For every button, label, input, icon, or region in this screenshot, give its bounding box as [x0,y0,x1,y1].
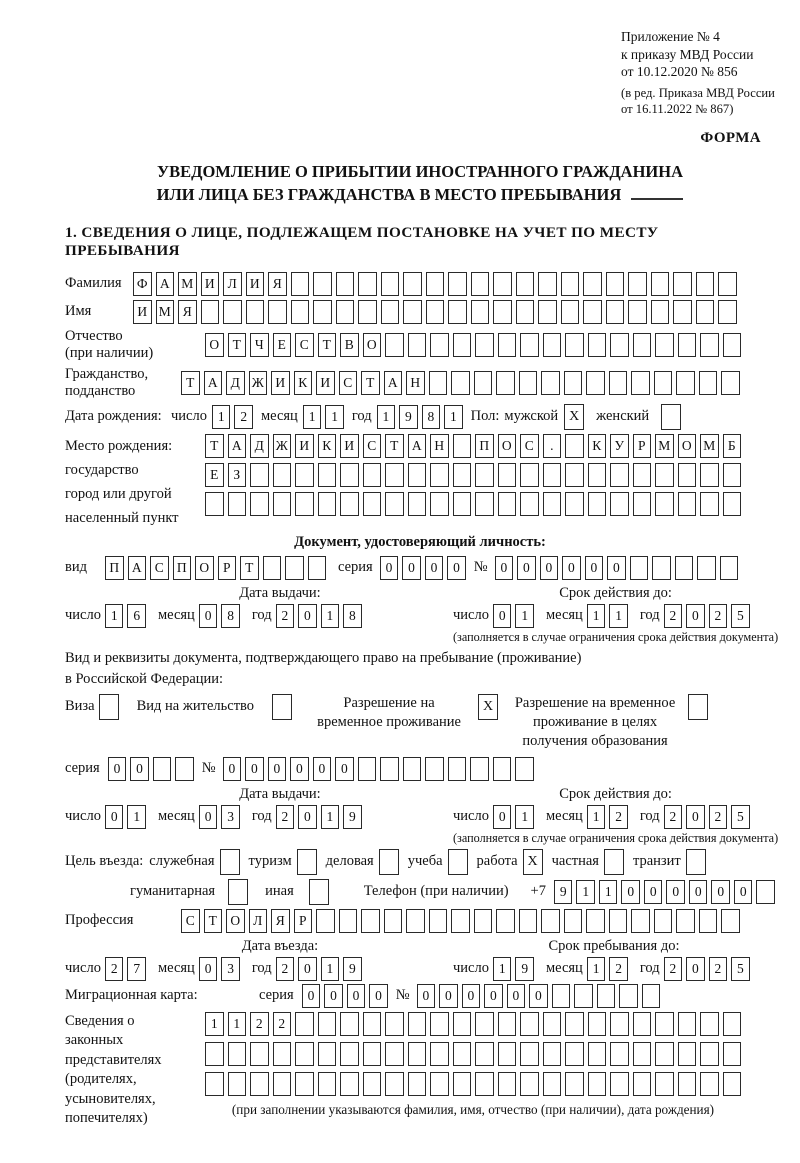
purpose-private-checkbox[interactable] [604,849,624,875]
residence-valid-note: (заполняется в случае ограничения срока действия документа) [453,830,779,845]
temp-residence-education-label: Разрешение на временное проживание в целях получения образования [514,694,676,749]
stay-until-column [415,937,775,981]
given-name-label: Имя [65,303,92,319]
phone-cells[interactable]: 9 1 1 0 0 0 0 0 0 [554,880,775,904]
temp-residence-label: Разрешение на временное проживание [317,694,461,730]
surname-label: Фамилия [65,275,122,291]
header-subline: (в ред. Приказа МВД России [621,85,775,100]
profession-label: Профессия [65,912,134,928]
residence-issue-month-cells[interactable]: 0 3 [199,805,240,829]
month-label: месяц [260,408,298,424]
doc-series-cells[interactable]: 0 0 0 0 [380,556,466,580]
given-name-cells[interactable]: И М Я [133,300,737,324]
residence-issue-year-cells[interactable]: 2 0 1 9 [276,805,362,829]
title-underline [631,186,683,200]
purpose-tourism-option [249,849,317,875]
residence-valid-column [415,785,778,846]
month-label: месяц [545,960,583,976]
identity-issue-month-cells[interactable]: 0 8 [199,604,240,628]
day-label: число [171,408,207,424]
purpose-private-label: частная [551,853,599,869]
header-line: Приложение № 4 [621,29,720,44]
citizenship-cells[interactable]: Т А Д Ж И К И С Т А Н [181,371,740,395]
purpose-private-option [552,849,624,875]
year-label: год [251,607,272,623]
year-label: год [639,607,660,623]
birth-place-block [65,434,775,530]
identity-valid-month-cells[interactable]: 1 1 [587,604,628,628]
purpose-tourism-label: туризм [248,853,292,869]
surname-cells[interactable]: Ф А М И Л И Я [133,272,737,296]
day-label: число [453,808,489,824]
surname-row [65,272,775,296]
year-label: год [351,408,372,424]
temp-residence-option [310,694,498,732]
residence-series-cells[interactable]: 0 0 [108,757,194,781]
identity-issue-day-cells[interactable]: 1 6 [105,604,146,628]
residence-permit-label: Вид на жительство [136,698,255,714]
month-label: месяц [157,808,195,824]
profession-cells[interactable]: С Т О Л Я Р [181,909,740,933]
gender-female-checkbox[interactable] [661,404,681,430]
visit-purpose-label: Цель въезда: [65,853,144,869]
migration-series-cells[interactable]: 0 0 0 0 [302,984,388,1008]
purpose-transit-label: транзит [632,853,681,869]
representatives-label-line: усыновителях, [65,1090,156,1107]
entry-dates [65,937,775,981]
purpose-study-checkbox[interactable] [448,849,468,875]
doc-kind-cells[interactable]: П А С П О Р Т [105,556,326,580]
migration-number-cells[interactable]: 0 0 0 0 0 0 [417,984,661,1008]
residence-doc-intro2: в Российской Федерации: [65,670,224,687]
identity-valid-column [415,584,778,645]
identity-valid-note: (заполняется в случае ограничения срока действия документа) [453,629,779,644]
identity-doc-heading: Документ, удостоверяющий личность: [294,533,546,550]
purpose-work-label: работа [476,853,518,869]
representatives-label-line: законных [65,1032,124,1048]
header-subline: от 16.11.2022 № 867) [621,102,734,116]
patronymic-label-line: Отчество [65,327,123,344]
phone-label: Телефон (при наличии) [363,883,509,899]
doc-kind-label: вид [65,559,87,575]
patronymic-label [65,328,205,362]
visa-label: Виза [65,698,95,714]
purpose-official-option [149,849,239,875]
phone-prefix: +7 [530,883,546,899]
identity-issue-column [65,584,415,645]
identity-doc-row [65,556,775,580]
doc-series-label: серия [338,559,373,575]
entry-year-cells[interactable]: 2 0 1 9 [276,957,362,981]
representatives-label-line: представителях [65,1051,162,1068]
gender-female-label: женский [596,408,650,424]
temp-residence-education-option [512,694,708,751]
birth-year-cells[interactable]: 1 9 8 1 [377,405,463,429]
residence-doc-intro1: Вид и реквизиты документа, подтверждающего право на пребывание (проживание) [65,649,582,666]
residence-series-label: серия [65,760,100,776]
purpose-humanitarian-label: гуманитарная [130,883,216,899]
residence-number-label: № [201,760,216,776]
residence-valid-day-cells[interactable]: 0 1 [493,805,534,829]
purpose-official-label: служебная [149,853,215,869]
temp-residence-checkbox[interactable]: X [478,694,498,720]
header-reference [621,28,775,118]
purpose-tourism-checkbox[interactable] [297,849,317,875]
title-line1: УВЕДОМЛЕНИЕ О ПРИБЫТИИ ИНОСТРАННОГО ГРАЖДАНИНА [156,161,684,181]
entry-day-cells[interactable]: 2 7 [105,957,146,981]
entry-date-title: Дата въезда: [241,937,319,954]
form-label: ФОРМА [700,129,761,146]
purpose-work-checkbox[interactable]: X [523,849,543,875]
patronymic-cells[interactable]: О Т Ч Е С Т В О [205,333,741,357]
day-label: число [65,607,101,623]
birth-place-cells-row2[interactable]: Е З [205,463,741,487]
residence-valid-year-cells[interactable]: 2 0 2 5 [664,805,750,829]
birth-month-cells[interactable]: 1 1 [303,405,344,429]
stay-year-cells[interactable]: 2 0 2 5 [664,957,750,981]
day-label: число [453,960,489,976]
representatives-cells-row2[interactable] [205,1042,741,1066]
visit-purpose-row2 [130,879,775,905]
stay-month-cells[interactable]: 1 2 [587,957,628,981]
representatives-note: (при заполнении указываются фамилия, имя, отчество (при наличии), дата рождения) [231,1101,715,1117]
representatives-cells-row1[interactable]: 1 1 2 2 [205,1012,741,1036]
purpose-work-option [477,849,543,875]
migration-number-label: № [395,987,410,1003]
representatives-rows [205,1012,741,1118]
identity-doc-dates [65,584,779,645]
migration-series-label: серия [259,987,294,1003]
birth-place-label-line: Место рождения: [65,437,173,454]
birth-place-label [65,434,205,530]
purpose-study-option [408,849,468,875]
identity-issue-year-cells[interactable]: 2 0 1 8 [276,604,362,628]
representatives-label-line: попечителях) [65,1110,148,1126]
purpose-business-label: деловая [325,853,374,869]
residence-doc-series-row [65,757,775,781]
stay-until-title: Срок пребывания до: [548,937,680,954]
residence-issue-column [65,785,415,846]
residence-permit-checkbox[interactable] [272,694,292,720]
title-line2: ИЛИ ЛИЦА БЕЗ ГРАЖДАНСТВА В МЕСТО ПРЕБЫВАНИЯ [156,184,622,204]
header-line: к приказу МВД России [621,46,754,62]
representatives-cells-row3[interactable] [205,1072,741,1096]
residence-issue-title: Дата выдачи: [239,785,321,802]
residence-valid-month-cells[interactable]: 1 2 [587,805,628,829]
purpose-transit-checkbox[interactable] [686,849,706,875]
citizenship-label-line: Гражданство, [65,365,149,382]
identity-valid-title: Срок действия до: [559,584,672,601]
day-label: число [453,607,489,623]
visa-checkbox[interactable] [99,694,119,720]
page-title [65,160,775,206]
purpose-official-checkbox[interactable] [220,849,240,875]
identity-valid-year-cells[interactable]: 2 0 2 5 [664,604,750,628]
month-label: месяц [157,607,195,623]
temp-residence-education-checkbox[interactable] [688,694,708,720]
representatives-label [65,1012,205,1129]
residence-permit-option [137,694,292,720]
citizenship-label-line: подданство [65,382,136,399]
purpose-business-checkbox[interactable] [379,849,399,875]
residence-doc-dates [65,785,779,846]
identity-valid-day-cells[interactable]: 0 1 [493,604,534,628]
birth-place-label-line: государство [65,461,139,478]
purpose-humanitarian-option [130,879,248,905]
purpose-business-option [326,849,399,875]
birth-date-label: Дата рождения: [65,408,162,424]
entry-month-cells[interactable]: 0 3 [199,957,240,981]
profession-row [65,909,775,933]
gender-male-label: мужской [504,408,559,424]
month-label: месяц [545,808,583,824]
year-label: год [251,960,272,976]
day-label: число [65,808,101,824]
birth-date-row [65,404,775,430]
year-label: год [639,960,660,976]
birth-place-label-line: населенный пункт [65,509,179,526]
residence-valid-title: Срок действия до: [559,785,672,802]
patronymic-label-line: (при наличии) [65,344,154,361]
month-label: месяц [157,960,195,976]
purpose-transit-option [633,849,706,875]
purpose-other-option [265,879,329,905]
visit-purpose-row [65,849,775,875]
residence-doc-options [65,694,775,751]
year-label: год [639,808,660,824]
citizenship-label [65,366,181,400]
header-line: от 10.12.2020 № 856 [621,64,738,79]
gender-label: Пол: [470,408,500,424]
citizenship-row [65,366,775,400]
given-name-row [65,300,775,324]
doc-number-label: № [473,559,488,575]
residence-issue-day-cells[interactable]: 0 1 [105,805,146,829]
birth-place-cells-row3[interactable] [205,492,741,516]
purpose-other-label: иная [265,883,294,899]
birth-place-rows [205,434,741,521]
entry-date-column [65,937,415,981]
doc-number-cells[interactable]: 0 0 0 0 0 0 [495,556,739,580]
year-label: год [251,808,272,824]
visa-option [65,694,119,720]
representatives-label-line: Сведения о [65,1012,135,1029]
residence-number-cells[interactable]: 0 0 0 0 0 0 [223,757,534,781]
patronymic-row [65,328,775,362]
day-label: число [65,960,101,976]
stay-day-cells[interactable]: 1 9 [493,957,534,981]
migration-card-row [65,984,775,1008]
purpose-other-checkbox[interactable] [309,879,329,905]
purpose-humanitarian-checkbox[interactable] [228,879,248,905]
representatives-block [65,1012,775,1129]
birth-place-label-line: город или другой [65,485,172,502]
birth-day-cells[interactable]: 1 2 [212,405,253,429]
month-label: месяц [545,607,583,623]
purpose-study-label: учеба [407,853,443,869]
identity-issue-title: Дата выдачи: [239,584,321,601]
section1-heading: 1. СВЕДЕНИЯ О ЛИЦЕ, ПОДЛЕЖАЩЕМ ПОСТАНОВКЕ НА УЧЕТ ПО МЕСТУ ПРЕБЫВАНИЯ [65,223,659,259]
gender-male-checkbox[interactable]: X [564,404,584,430]
representatives-label-line: (родителях, [65,1071,137,1087]
migration-card-label: Миграционная карта: [65,987,198,1003]
birth-place-cells-row1[interactable]: Т А Д Ж И К И С Т А Н П О С . К У Р М О М Б [205,434,741,458]
